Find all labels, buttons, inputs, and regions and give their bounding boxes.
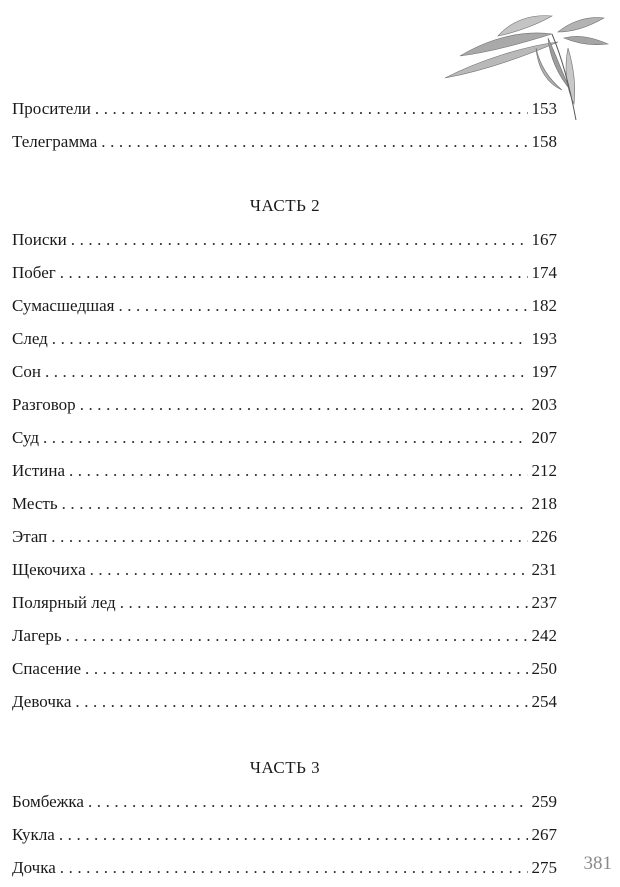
- toc-entry[interactable]: [12, 223, 557, 256]
- toc-leader-dots: [95, 92, 528, 125]
- toc-leader-dots: [60, 851, 528, 884]
- toc-part1-tail: [12, 92, 557, 158]
- toc-leader-dots: [60, 256, 528, 289]
- toc-entry-page: 218: [531, 494, 557, 513]
- toc-leader-dots: [62, 487, 528, 520]
- toc-entry[interactable]: [12, 818, 557, 851]
- toc-entry-title: Этап: [12, 527, 48, 546]
- toc-leader-dots: [71, 223, 528, 256]
- toc-entry[interactable]: [12, 487, 557, 520]
- toc-entry[interactable]: [12, 586, 557, 619]
- toc-entry-page: 259: [531, 792, 557, 811]
- toc-entry[interactable]: [12, 520, 557, 553]
- page-number: 381: [583, 853, 612, 874]
- toc-entry-title: Просители: [12, 99, 91, 118]
- toc-entry[interactable]: [12, 92, 557, 125]
- toc-entry-title: Бомбежка: [12, 792, 84, 811]
- toc-entry-page: 174: [531, 263, 557, 282]
- toc-entry[interactable]: [12, 256, 557, 289]
- toc-entry-title: Побег: [12, 263, 56, 282]
- toc-leader-dots: [52, 322, 528, 355]
- toc-entry[interactable]: [12, 355, 557, 388]
- toc-entry-title: Лагерь: [12, 626, 62, 645]
- toc-leader-dots: [90, 553, 528, 586]
- toc-entry-page: 193: [531, 329, 557, 348]
- toc-entry[interactable]: [12, 851, 557, 884]
- toc-entry-page: 275: [531, 858, 557, 877]
- toc-leader-dots: [85, 652, 527, 685]
- toc-entry-page: 197: [531, 362, 557, 381]
- toc-leader-dots: [101, 125, 527, 158]
- part-heading: ЧАСТЬ 3: [249, 758, 321, 777]
- toc-entry[interactable]: [12, 289, 557, 322]
- toc-entry-title: Сон: [12, 362, 41, 381]
- toc-entry-page: 203: [531, 395, 557, 414]
- toc-entry-page: 226: [531, 527, 557, 546]
- toc-entry-title: Телеграмма: [12, 132, 98, 151]
- toc-entry-title: Суд: [12, 428, 39, 447]
- part-heading: ЧАСТЬ 2: [249, 196, 321, 215]
- toc-entry[interactable]: [12, 652, 557, 685]
- toc-leader-dots: [51, 520, 527, 553]
- toc-entry-title: Спасение: [12, 659, 82, 678]
- toc-entry[interactable]: [12, 454, 557, 487]
- toc-leader-dots: [59, 818, 528, 851]
- toc-entry-page: 182: [531, 296, 557, 315]
- toc-entry[interactable]: [12, 785, 557, 818]
- toc-entry[interactable]: [12, 388, 557, 421]
- toc-entry[interactable]: [12, 553, 557, 586]
- toc-entry-title: Кукла: [12, 825, 55, 844]
- toc-entry-page: 267: [531, 825, 557, 844]
- toc-entry-page: 153: [531, 99, 557, 118]
- toc-entry-title: Полярный лед: [12, 593, 116, 612]
- toc-entry-title: Истина: [12, 461, 65, 480]
- toc-entry-title: Дочка: [12, 858, 56, 877]
- toc-leader-dots: [88, 785, 528, 818]
- toc-entry[interactable]: [12, 125, 557, 158]
- toc-entry-page: 158: [531, 132, 557, 151]
- toc-leader-dots: [69, 454, 528, 487]
- toc-leader-dots: [75, 685, 527, 718]
- toc-entry-page: 237: [531, 593, 557, 612]
- toc-entry-page: 231: [531, 560, 557, 579]
- toc-entry-page: 212: [531, 461, 557, 480]
- toc-leader-dots: [118, 289, 527, 322]
- toc-leader-dots: [120, 586, 528, 619]
- toc-leader-dots: [80, 388, 528, 421]
- toc-entry-page: 242: [531, 626, 557, 645]
- toc-leader-dots: [45, 355, 528, 388]
- toc-entry-page: 250: [531, 659, 557, 678]
- toc-entry-page: 167: [531, 230, 557, 249]
- toc-leader-dots: [43, 421, 528, 454]
- toc-leader-dots: [66, 619, 528, 652]
- toc-entry-title: Щекочиха: [12, 560, 86, 579]
- toc-entry-title: Девочка: [12, 692, 72, 711]
- toc-entry-title: Разговор: [12, 395, 76, 414]
- toc-entry[interactable]: [12, 322, 557, 355]
- toc-entry[interactable]: [12, 421, 557, 454]
- toc-entry-title: След: [12, 329, 48, 348]
- toc-part2: [12, 223, 557, 718]
- toc-entry-title: Месть: [12, 494, 58, 513]
- toc-part3: [12, 785, 557, 884]
- toc-entry[interactable]: [12, 619, 557, 652]
- toc-entry-page: 207: [531, 428, 557, 447]
- toc-entry-page: 254: [531, 692, 557, 711]
- toc-entry-title: Сумасшедшая: [12, 296, 115, 315]
- toc-entry-title: Поиски: [12, 230, 67, 249]
- toc-entry[interactable]: [12, 685, 557, 718]
